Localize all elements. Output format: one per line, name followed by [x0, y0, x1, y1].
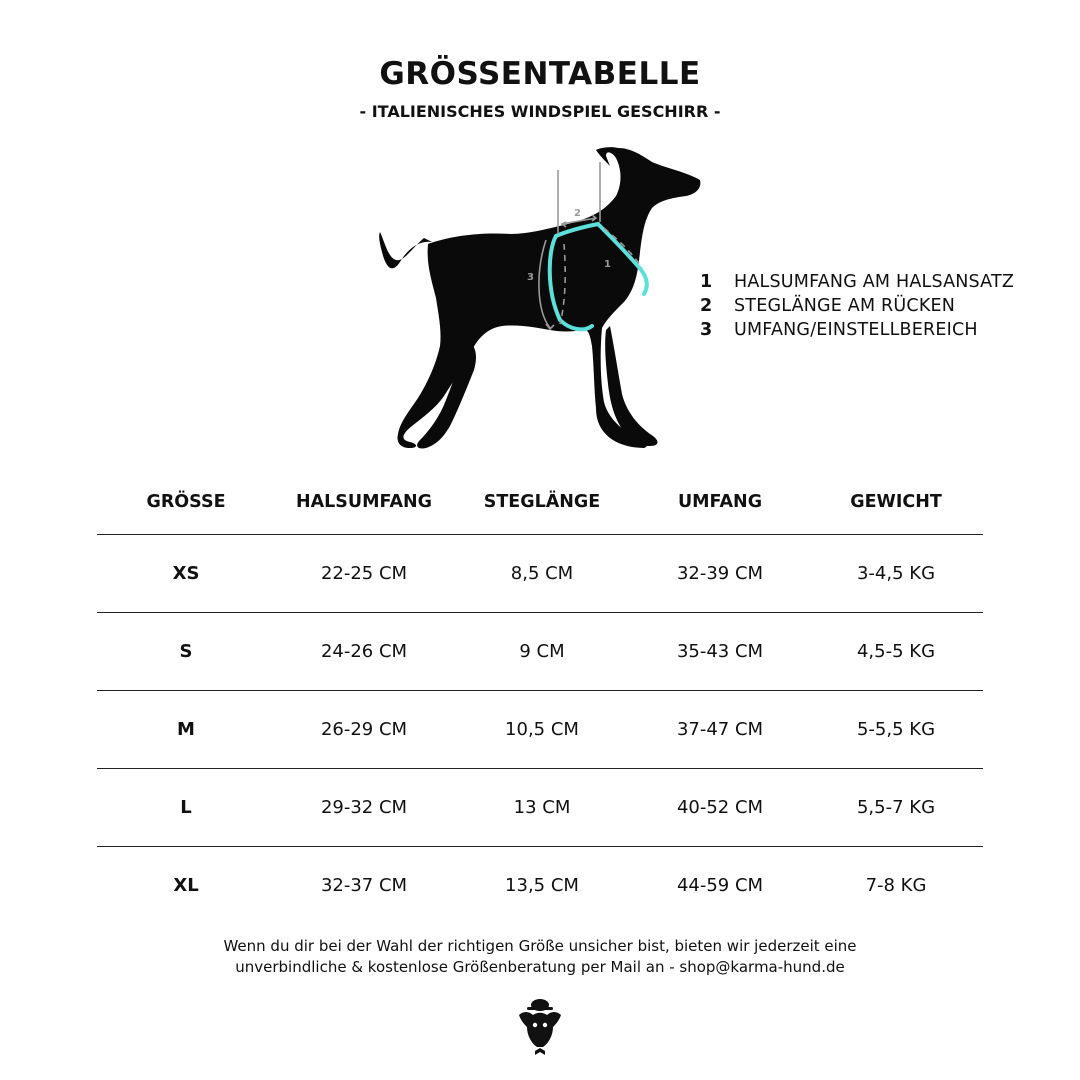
- note-line-1: Wenn du dir bei der Wahl der richtigen Größe unsicher bist, bieten wir jederzeit eine: [223, 937, 857, 955]
- table-row: [97, 691, 983, 769]
- size-advice-note: [0, 936, 1080, 978]
- weight-cell: 4,5-5 KG: [856, 641, 936, 662]
- dog-head-logo-icon: [513, 995, 567, 1057]
- back-length-cell: 13 CM: [513, 797, 571, 818]
- size-cell: L: [180, 797, 192, 818]
- size-cell: XL: [173, 875, 199, 896]
- note-line-2: unverbindliche & kostenlose Größenberatung per Mail an - shop@karma-hund.de: [235, 958, 845, 976]
- neck-cell: 26-29 CM: [320, 719, 408, 740]
- legend-text: UMFANG/EINSTELLBEREICH: [734, 320, 978, 340]
- neck-cell: 22-25 CM: [320, 563, 408, 584]
- legend-item: [700, 294, 1014, 318]
- column-header-weight: GEWICHT: [850, 492, 942, 512]
- neck-cell: 24-26 CM: [320, 641, 408, 662]
- legend-item: [700, 270, 1014, 294]
- back-length-cell: 10,5 CM: [505, 719, 579, 740]
- dog-harness-diagram: [360, 140, 720, 460]
- table-row: [97, 613, 983, 691]
- legend-item: [700, 318, 1014, 342]
- girth-cell: 44-59 CM: [676, 875, 764, 896]
- column-header-neck: HALSUMFANG: [295, 492, 433, 512]
- weight-cell: 3-4,5 KG: [856, 563, 936, 584]
- column-header-size: GRÖSSE: [146, 492, 226, 512]
- page-title: GRÖSSENTABELLE: [379, 56, 701, 92]
- measurement-legend: [700, 270, 1014, 342]
- legend-number: 1: [700, 272, 713, 292]
- back-length-cell: 9 CM: [519, 641, 565, 662]
- legend-number: 3: [700, 320, 713, 340]
- size-cell: M: [177, 719, 195, 740]
- neck-cell: 32-37 CM: [320, 875, 408, 896]
- column-header-girth: UMFANG: [677, 492, 763, 512]
- table-header-row: [97, 470, 983, 535]
- weight-cell: 7-8 KG: [865, 875, 927, 896]
- size-cell: S: [179, 641, 193, 662]
- table-row: [97, 769, 983, 847]
- diagram-label-1: 1: [604, 259, 611, 270]
- table-row: [97, 847, 983, 924]
- legend-text: HALSUMFANG AM HALSANSATZ: [734, 272, 1015, 292]
- weight-cell: 5,5-7 KG: [856, 797, 936, 818]
- diagram-label-2: 2: [574, 208, 581, 219]
- neck-cell: 29-32 CM: [320, 797, 408, 818]
- size-table: [97, 470, 983, 924]
- back-length-cell: 8,5 CM: [510, 563, 574, 584]
- girth-cell: 37-47 CM: [676, 719, 764, 740]
- size-cell: XS: [172, 563, 200, 584]
- column-header-back-length: STEGLÄNGE: [483, 492, 601, 512]
- weight-cell: 5-5,5 KG: [856, 719, 936, 740]
- page-subtitle: - ITALIENISCHES WINDSPIEL GESCHIRR -: [359, 102, 721, 121]
- back-length-cell: 13,5 CM: [505, 875, 579, 896]
- legend-text: STEGLÄNGE AM RÜCKEN: [734, 296, 956, 316]
- table-row: [97, 535, 983, 613]
- legend-number: 2: [700, 296, 713, 316]
- girth-cell: 32-39 CM: [676, 563, 764, 584]
- girth-cell: 35-43 CM: [676, 641, 764, 662]
- girth-cell: 40-52 CM: [676, 797, 764, 818]
- diagram-label-3: 3: [527, 272, 534, 283]
